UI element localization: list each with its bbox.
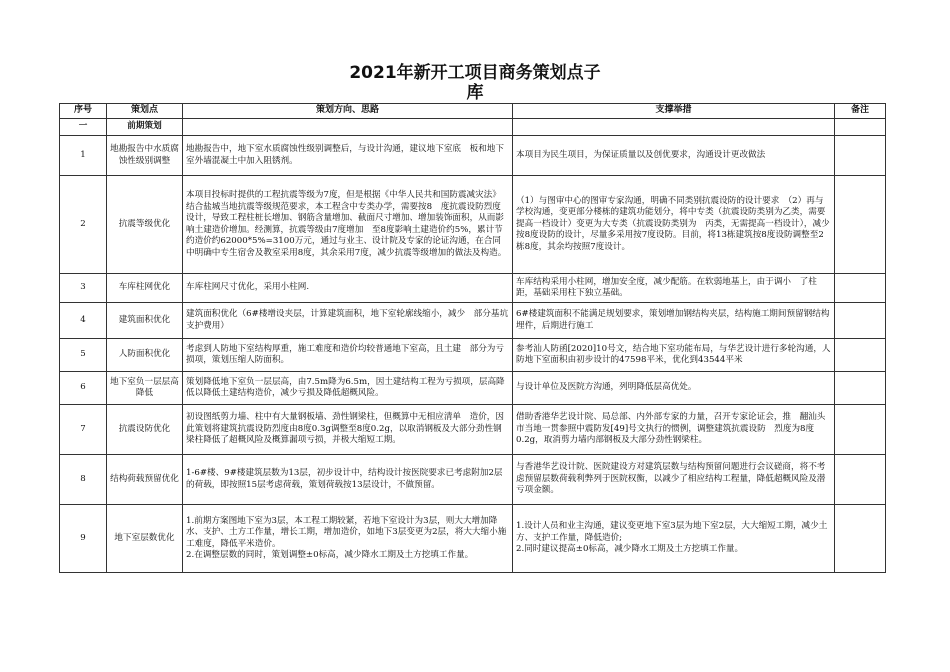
section-empty — [513, 119, 835, 136]
row-direction: 本项目投标时提供的工程抗震等级为7度，但是根据《中华人民共和国防震减灾法》结合盐城当地抗震等级规范要求，本工程含中专类办学，需要按8 度抗震设防烈度设计，导致工程柱桩长增加、钢筋含量增加、截面尺寸增加、增加装饰面积，从而影响土建造价增加。经测算，抗震等级由7度增加 至8度影响土建造价约5%，累计节约造价约62000*5%=3100万元，通过与业主、设计院及专家的论证沟通，在合同中明确中专生宿舍及教室采用8度，其余采用7度，减少抗震等级增加的做法及构造。 — [183, 176, 513, 274]
table-row — [60, 176, 886, 274]
header-support: 支撑举措 — [513, 104, 835, 119]
row-no: 1 — [60, 136, 107, 176]
table-row — [60, 405, 886, 455]
section-name: 前期策划 — [107, 119, 183, 136]
table-row — [60, 136, 886, 176]
row-no: 5 — [60, 339, 107, 372]
row-no: 8 — [60, 455, 107, 505]
row-remark — [835, 405, 886, 455]
table-row — [60, 274, 886, 303]
row-remark — [835, 274, 886, 303]
row-direction: 1.前期方案图地下室为3层，本工程工期较紧，若地下室设计为3层，则大大增加降水、支护、土方工作量，增长工期，增加造价，如地下3层变更为2层，将大大缩小施工难度，降低平米造价。 2.在调整层数的同时，策划调整±0标高，减少降水工期及土方挖填工作量。 — [183, 505, 513, 573]
row-no: 3 — [60, 274, 107, 303]
row-no: 6 — [60, 372, 107, 405]
row-point: 地勘报告中水质腐蚀性级别调整 — [107, 136, 183, 176]
row-support: 与设计单位及医院方沟通，列明降低层高优处。 — [513, 372, 835, 405]
row-point: 抗震设防优化 — [107, 405, 183, 455]
row-point: 抗震等级优化 — [107, 176, 183, 274]
table-header-row — [60, 104, 886, 119]
row-support: 参考汕人防函[2020]10号文，结合地下室功能布局，与华艺设计进行多轮沟通，人防地下室面积由初步设计的47598平米，优化到43544平米 — [513, 339, 835, 372]
row-support: 车库结构采用小柱网，增加安全度，减少配筋。在软弱地基上，由于调小 了柱距，基础采用柱下独立基础。 — [513, 274, 835, 303]
table-row — [60, 505, 886, 573]
row-no: 9 — [60, 505, 107, 573]
section-empty — [183, 119, 513, 136]
table-row — [60, 455, 886, 505]
table-row — [60, 303, 886, 339]
row-no: 2 — [60, 176, 107, 274]
row-direction: 地勘报告中，地下室水质腐蚀性级别调整后，与设计沟通，建议地下室底 板和地下室外墙混凝土中加入阻锈剂。 — [183, 136, 513, 176]
row-remark — [835, 176, 886, 274]
row-support: 借助香港华艺设计院、局总部、内外部专家的力量，召开专家论证会，推 翻汕头市当地一贯参照中震防发[49]号文执行的惯例，调整建筑抗震设防 烈度为8度0.2g，取消剪力墙内部钢板及大部分劲性钢梁柱。 — [513, 405, 835, 455]
row-support: 与香港华艺设计院、医院建设方对建筑层数与结构预留问题进行会议磋商，将不考虑预留层数荷载利弊列于医院权衡，以减少了相应结构工程量，降低超概风险及潜亏项金额。 — [513, 455, 835, 505]
table-row — [60, 372, 886, 405]
row-support: （1）与图审中心的图审专家沟通，明确不同类别抗震设防的设计要求 （2）再与学校沟通，变更部分楼栋的建筑功能划分，将中专类（抗震设防类别为乙类，需要提高一档设计）变更为大专类（抗震设防类别为 丙类，无需提高一档设计），减少按8度设防的设计，尽量多采用按7度设防。目前，将13栋建筑按8度设防调整至2栋8度，其余均按照7度设计。 — [513, 176, 835, 274]
row-point: 地下室层数优化 — [107, 505, 183, 573]
row-support: 本项目为民生项目，为保证质量以及创优要求，沟通设计更改做法 — [513, 136, 835, 176]
section-empty — [835, 119, 886, 136]
table-row — [60, 339, 886, 372]
row-direction: 策划降低地下室负一层层高，由7.5m降为6.5m，因土建结构工程为亏损项，层高降低以降低土建结构造价，减少亏损及降低超概风险。 — [183, 372, 513, 405]
header-direction: 策划方向、思路 — [183, 104, 513, 119]
row-point: 车库柱网优化 — [107, 274, 183, 303]
row-no: 7 — [60, 405, 107, 455]
row-direction: 考虑到人防地下室结构厚重，施工难度和造价均较普通地下室高，且土建 部分为亏损项，策划压缩人防面积。 — [183, 339, 513, 372]
document-title-line2: 库 — [466, 83, 484, 103]
document-title-line1: 2021年新开工项目商务策划点子 — [349, 63, 601, 83]
strategy-table — [59, 103, 886, 573]
row-point: 人防面积优化 — [107, 339, 183, 372]
row-direction: 建筑面积优化（6#楼增设夹层，计算建筑面积，地下室轮廓线缩小，减少 部分基坑支护费用） — [183, 303, 513, 339]
section-no: 一 — [60, 119, 107, 136]
row-direction: 车库柱网尺寸优化，采用小柱网. — [183, 274, 513, 303]
row-remark — [835, 455, 886, 505]
row-support: 1.设计人员和业主沟通，建议变更地下室3层为地下室2层，大大缩短工期，减少土方、支护工作量，降低造价; 2.同时建议提高±0标高，减少降水工期及土方挖填工作量。 — [513, 505, 835, 573]
row-direction: 1-6#楼、9#楼建筑层数为13层，初步设计中，结构设计按医院要求已考虑附加2层的荷载，即按照15层考虑荷载，策划荷载按13层设计，不做预留。 — [183, 455, 513, 505]
row-remark — [835, 136, 886, 176]
row-no: 4 — [60, 303, 107, 339]
row-remark — [835, 339, 886, 372]
header-no: 序号 — [60, 104, 107, 119]
row-remark — [835, 372, 886, 405]
row-point: 地下室负一层层高降低 — [107, 372, 183, 405]
row-remark — [835, 505, 886, 573]
header-remark: 备注 — [835, 104, 886, 119]
section-row — [60, 119, 886, 136]
header-point: 策划点 — [107, 104, 183, 119]
row-point: 结构荷载预留优化 — [107, 455, 183, 505]
row-remark — [835, 303, 886, 339]
row-point: 建筑面积优化 — [107, 303, 183, 339]
row-support: 6#楼建筑面积不能满足规划要求，策划增加钢结构夹层，结构施工期间预留钢结构埋件，后期进行施工 — [513, 303, 835, 339]
row-direction: 初设图纸剪力墙、柱中有大量钢板墙、劲性钢梁柱，但概算中无相应清单 造价，因此策划将建筑抗震设防烈度由8度0.3g调整至8度0.2g，以取消钢板及大部分劲性钢梁柱降低了超概风险及概算漏项亏损，并极大缩短工期。 — [183, 405, 513, 455]
